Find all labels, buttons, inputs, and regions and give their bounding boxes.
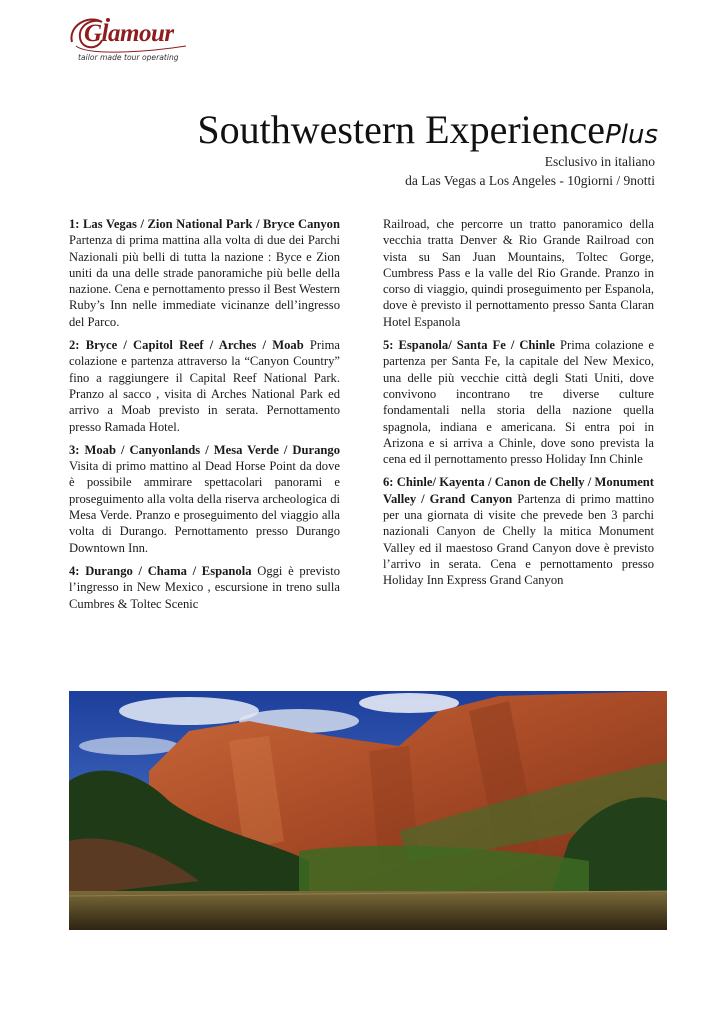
day-text: Prima colazione e partenza per Santa Fe, la capitale del New Mexico, una delle più vecchie città degli Stati Uniti, dove convivono incontrano tre diverse culture fondamentali nella storia della nazione quella spagnola, indiana e americana. Si entra poi in Arizona e si arriva a Chinle, dove sono prevista la cena ed il pernottamento presso Holiday Inn Chinle <box>383 338 654 467</box>
day-2 <box>69 337 340 435</box>
day-text: Partenza di primo mattino per una giornata di visite che prevede ben 3 parchi nazionali Canyon de Chelly la mitica Monument Valley ed il maestoso Grand Canyon dove è previsto l’arrivo in serata. Cena e pernottamento presso Holiday Inn Express Grand Canyon <box>383 491 654 588</box>
day-text: Prima colazione e partenza attraverso la “Canyon Country” fino a raggiungere il Capital Reef National Park. Pranzo al sacco , visita di Arches National Park ed arrivo a Moab previsto in serata. Pernottamento presso Ramada Hotel. <box>69 338 340 434</box>
day-4 <box>69 563 340 612</box>
day-6 <box>383 474 654 588</box>
page-title <box>197 108 658 157</box>
day-heading: 1: Las Vegas / Zion National Park / Bryce Canyon <box>69 217 340 231</box>
day-text: Visita di primo mattino al Dead Horse Point da dove è possibile ammirare spettacolari panorami e proseguimento alla volta della riserva archeologica di Mesa Verde. Pranzo e proseguimento del viaggio alla volta di Durango. Pernottamento presso Durango Downtown Inn. <box>69 459 340 555</box>
day-4-continuation: Railroad, che percorre un tratto panoramico della vecchia tratta Denver & Rio Grande Railroad con vista su San Juan Mountains, Toltec Gorge, Cumbress Pass e la valle del Rio Grande. Pranzo in corso di viaggio, quindi proseguimento per Espanola, dove è previsto il pernottamento presso Santa Claran Hotel Espanola <box>383 217 654 329</box>
company-logo <box>68 12 198 68</box>
logo-wordmark: Glamour <box>84 20 174 47</box>
itinerary-column-left <box>69 216 340 619</box>
title-main: Southwestern Experience <box>197 107 606 152</box>
day-1 <box>69 216 340 330</box>
day-text: Oggi è previsto l’ingresso in New Mexico , escursione in treno sulla Cumbres & Toltec Scenic <box>69 563 340 611</box>
day-heading: 2: Bryce / Capitol Reef / Arches / Moab <box>69 338 304 353</box>
canyon-photo <box>69 691 667 930</box>
subtitle-route: da Las Vegas a Los Angeles - 10giorni / 9notti <box>405 173 655 188</box>
itinerary-column-right <box>383 216 654 596</box>
canyon-landscape-image <box>69 691 667 930</box>
day-heading: 4: Durango / Chama / Espanola <box>69 563 252 578</box>
day-heading: 6: Chinle/ Kayenta / Canon de Chelly / Monument Valley / Grand Canyon <box>383 475 654 506</box>
day-5 <box>383 337 654 467</box>
title-suffix: Plus <box>605 120 658 150</box>
day-text: Partenza di prima mattina alla volta di due dei Parchi Nazionali più belli di tutta la nazione : Byce e Zion uniti da una delle strade panoramiche più belle della nazione. Cena e pernottamento presso il Best Western Ruby’s Inn nelle immediate vicinanze dell’ingresso del Parco. <box>69 233 340 329</box>
day-3 <box>69 442 340 556</box>
logo-tagline: tailor made tour operating <box>78 53 179 62</box>
subtitle-language: Esclusivo in italiano <box>544 154 655 169</box>
day-heading: 3: Moab / Canyonlands / Mesa Verde / Durango <box>69 442 340 457</box>
day-heading: 5: Espanola/ Santa Fe / Chinle <box>383 338 556 353</box>
